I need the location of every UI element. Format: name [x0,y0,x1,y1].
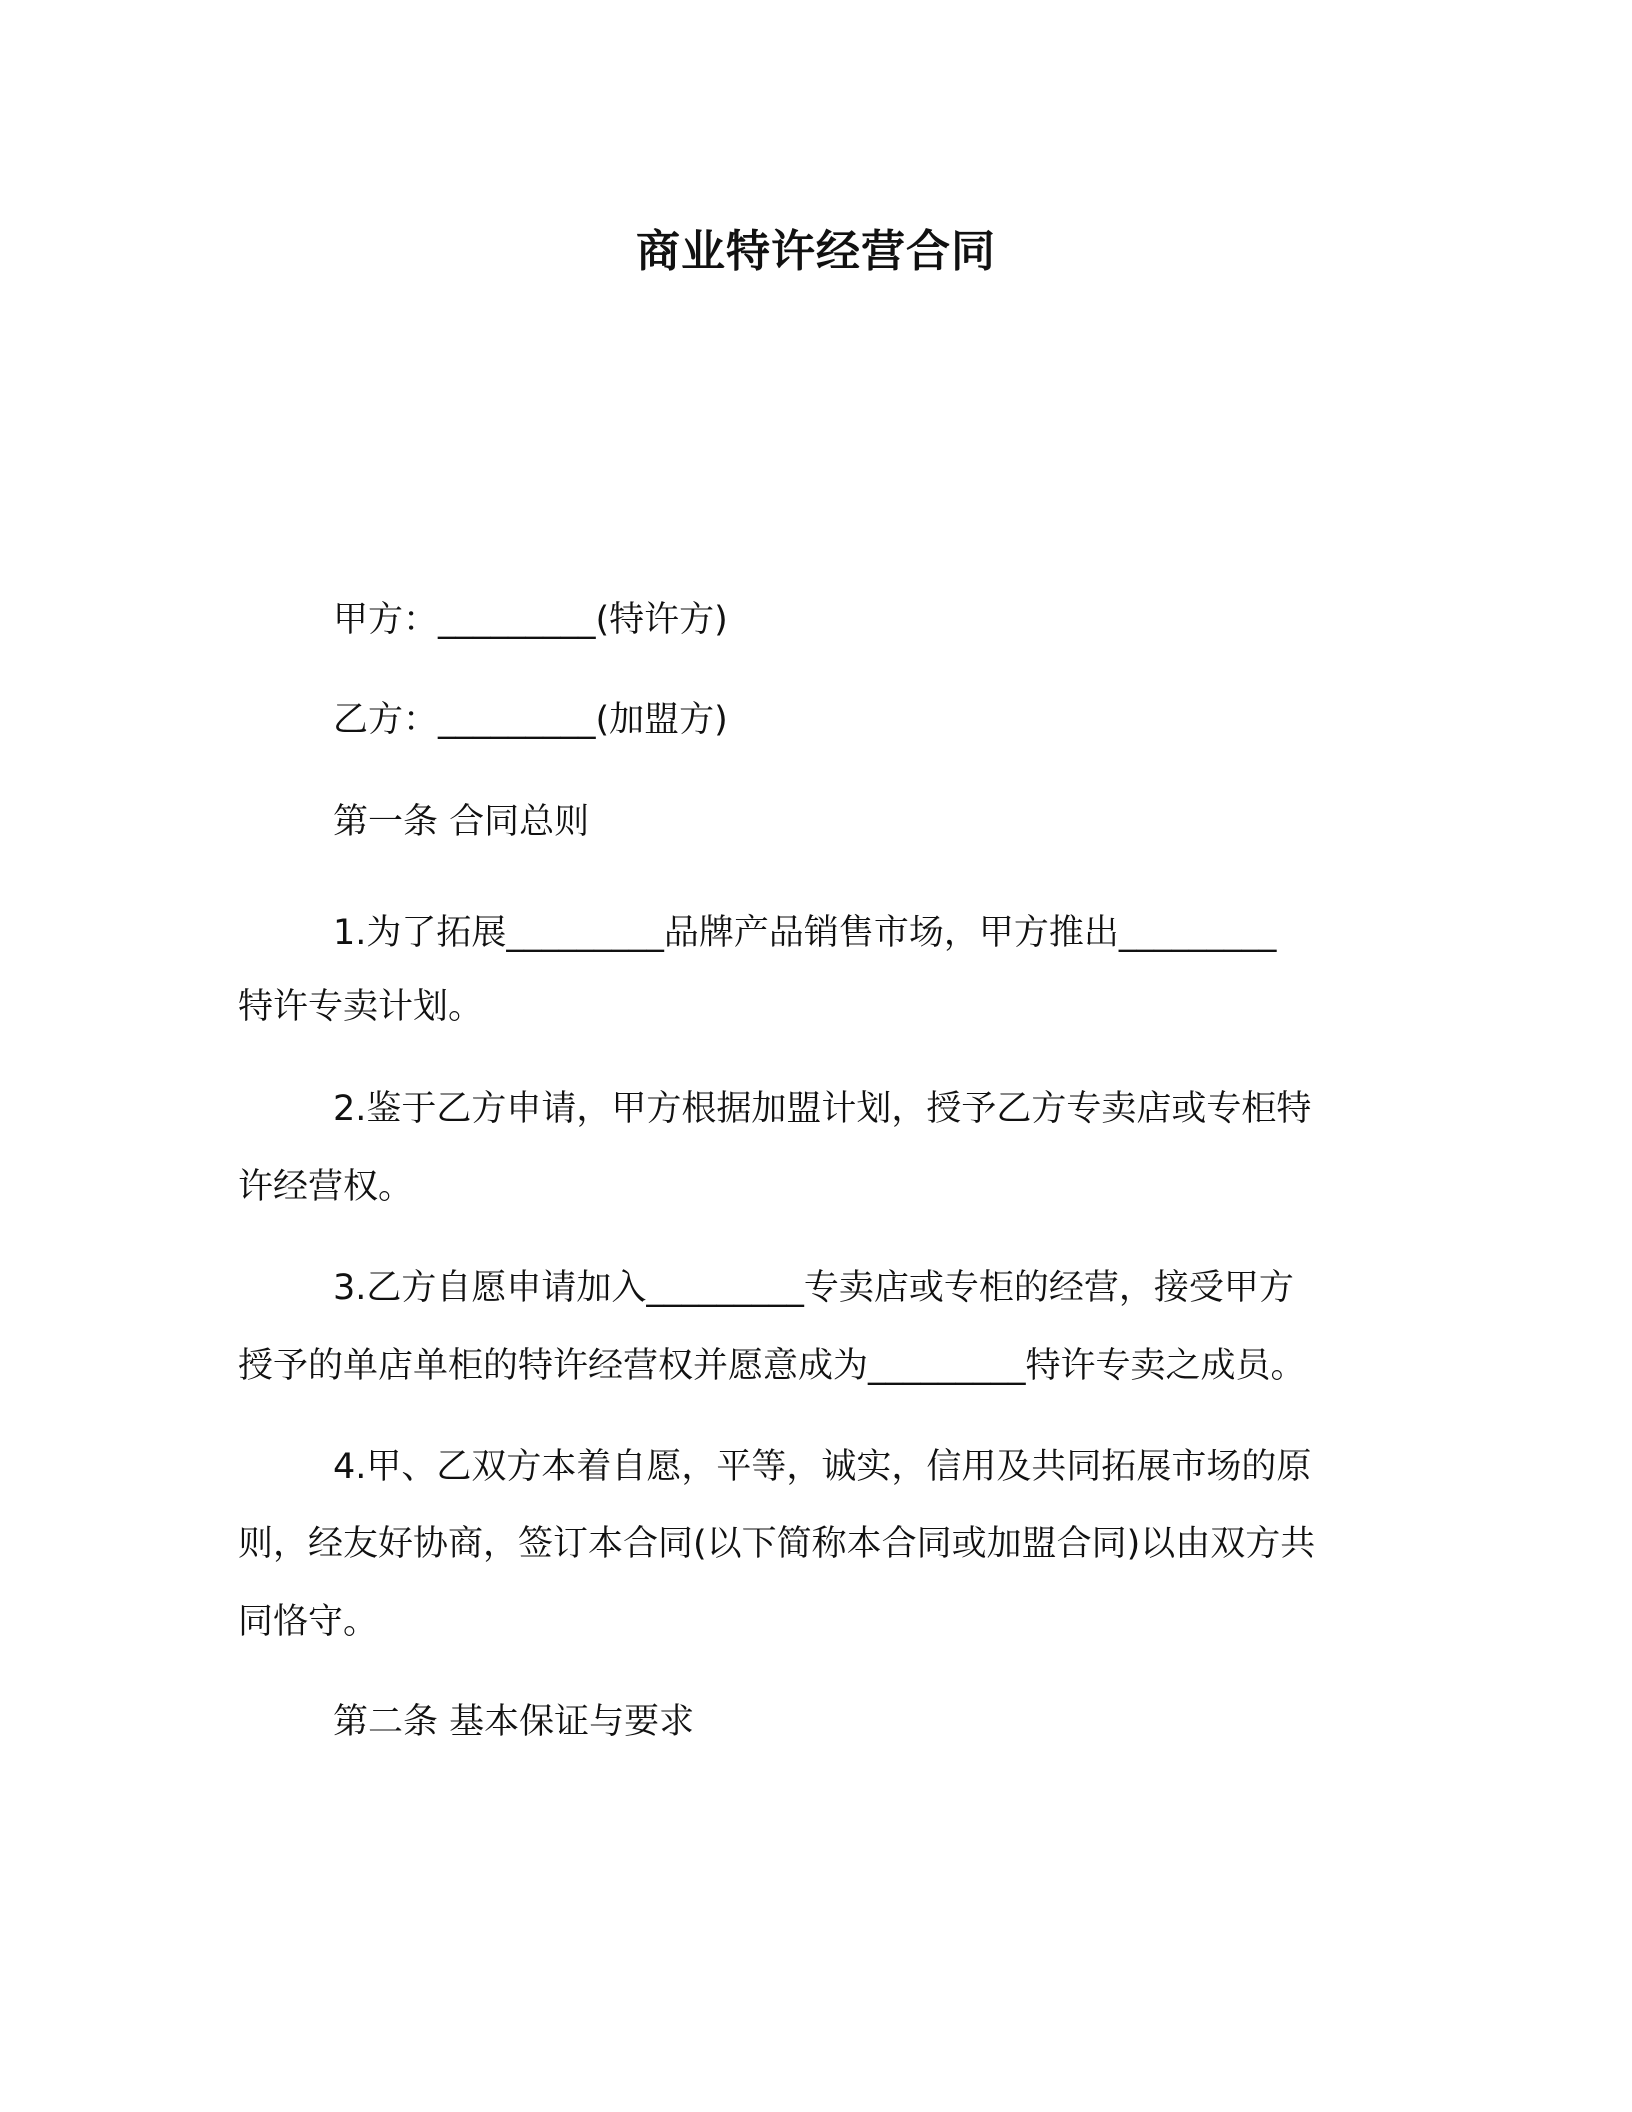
party-b-role: (加盟方) [595,700,728,740]
article-2-heading: 第二条 基本保证与要求 [333,1702,695,1742]
party-a-blank: _________ [438,600,596,640]
party-a-label: 甲方： [333,600,439,640]
party-a-line [333,596,728,644]
party-a-role: (特许方) [595,600,728,640]
clause-1-line-1: 1.为了拓展_________品牌产品销售市场，甲方推出_________ [333,913,1277,953]
party-b-line [333,696,728,744]
clause-4-line-1: 4.甲、乙双方本着自愿，平等，诚实，信用及共同拓展市场的原 [333,1447,1312,1487]
party-b-blank: _________ [438,700,596,740]
clause-2-line-2: 许经营权。 [238,1167,414,1207]
clause-3-line-1: 3.乙方自愿申请加入_________专卖店或专柜的经营，接受甲方 [333,1268,1294,1308]
document-title: 商业特许经营合同 [636,226,996,277]
clause-4-line-2: 则，经友好协商，签订本合同(以下简称本合同或加盟合同)以由双方共 [238,1524,1316,1564]
article-1-heading: 第一条 合同总则 [333,802,590,842]
clause-4-line-3: 同恪守。 [238,1602,379,1642]
clause-1-line-2: 特许专卖计划。 [238,987,484,1027]
clause-2-line-1: 2.鉴于乙方申请，甲方根据加盟计划，授予乙方专卖店或专柜特 [333,1089,1312,1129]
party-b-label: 乙方： [333,700,439,740]
clause-3-line-2: 授予的单店单柜的特许经营权并愿意成为_________特许专卖之成员。 [238,1346,1306,1386]
